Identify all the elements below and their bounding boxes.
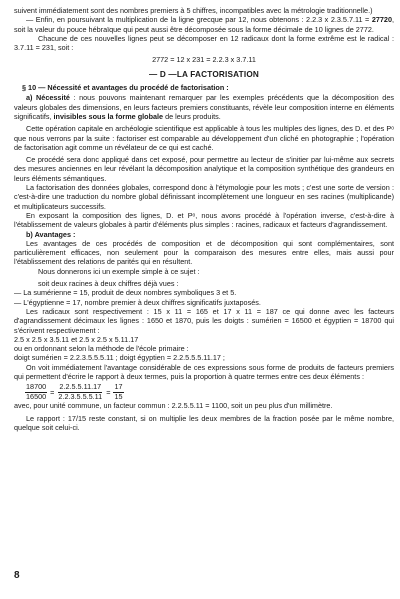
avantages-paragraph: Les avantages de ces procédés de composition et de décomposition qui sont complémentaires, sont particulièrement efficaces, non seulement pour la comparaison des mesures entre elles, mais aussi pour l'établissement des relations de parités qui en résultent. — [14, 238, 394, 267]
enfin-paragraph — [14, 15, 394, 34]
fraction-1 — [25, 383, 47, 401]
radicaux-paragraph: Les radicaux sont respectivement : 15 x 11 = 165 et 17 x 11 = 187 ce qui donne avec les facteurs d'agrandissement décimaux les lignes : 1650 et 1870, puis les doigts : sumérien = 16500 et égyptien = 18700 qui s'écrivent respectivement : — [14, 306, 394, 335]
necessite-text-2: de leurs produits. — [163, 111, 221, 121]
equals-sign-2: = — [106, 387, 111, 397]
section-heading: — D —LA FACTORISATION — [148, 69, 260, 79]
proportion-row — [22, 383, 394, 401]
soit-deux-line: soit deux racines à deux chiffres déjà vues : — [38, 279, 179, 289]
document-page — [14, 6, 394, 432]
fraction-3-numerator: 17 — [114, 382, 123, 392]
sumerienne-line: — La sumérienne = 15, produit de deux nombres symboliques 3 et 5. — [14, 288, 237, 298]
fraction-1-denominator: 16500 — [26, 391, 47, 401]
necessite-paragraph — [14, 93, 394, 121]
on-voit-paragraph: On voit immédiatement l'avantage considérable de ces expressions sous forme de produits de facteurs premiers qui permettent d'écrire le rapport à deux termes, puis la proportion à quatre termes entre ces deux éléments : — [14, 362, 394, 381]
fraction-2 — [57, 383, 103, 401]
factorisation-paragraph: La factorisation des données globales, correspond donc à l'étymologie pour les mots ; c'est une sorte de version : c'est-à-dire une traduction du nombre global définissant incomplètement une longueur en ses racines (multiplicande) et multiplicateurs successifs. — [14, 183, 394, 211]
cette-operation-paragraph: Cette opération capitale en archéologie scientifique est applicable à tous les multiples des lignes, des D. et des Pᵒ que nous verrons par la suite : factoriser est comparable au développement d'un cliché en photographie ; l'opération de factorisation agit comme un révélateur de ce qui est caché. — [14, 124, 394, 152]
enfin-bold-value: 27720 — [371, 15, 392, 25]
nous-donnerons-line: Nous donnerons ici un exemple simple à ce sujet : — [38, 266, 200, 276]
expression-line-1: 2.5 x 2.5 x 3.5.11 et 2.5 x 2.5 x 5.11.17 — [14, 334, 139, 344]
en-exposant-paragraph: En exposant la composition des lignes, D. et Pᵒ, nous avons procédé à l'opération inverse, c'est-à-dire à l'établissement de valeurs globales à partir d'éléments plus simples : racines, radicaux et facteurs d'agrandissement. — [14, 210, 394, 230]
necessite-label: a) Nécessité — [26, 93, 70, 103]
fraction-3-denominator: 15 — [114, 391, 123, 401]
page-number: 8 — [14, 570, 20, 581]
fraction-2-numerator: 2.2.5.5.11.17 — [59, 382, 102, 392]
avantages-label: b) Avantages : — [26, 229, 76, 239]
fraction-3 — [113, 383, 123, 401]
fraction-2-denominator: 2.2.3.5.5.5.11 — [58, 391, 103, 401]
necessite-text-1: : nous pouvons maintenant remarquer par les exemples précédents que la décomposition des valeurs globales des dimensions, en leurs facteurs premiers constituants, révèle leur composition interne en éléments significatifs, — [14, 93, 394, 121]
equals-sign-1: = — [50, 387, 55, 397]
intro-paragraph: suivent immédiatement sont des nombres premiers à 5 chiffres, incompatibles avec la métrologie traditionnelle.) — [14, 6, 373, 15]
egyptienne-line: — L'égyptienne = 17, nombre premier à deux chiffres significatifs juxtaposés. — [14, 297, 261, 307]
section-title: § 10 — Nécessité et avantages du procédé de factorisation : — [22, 83, 229, 93]
ordonnant-line: ou en ordonnant selon la méthode de l'école primaire : — [14, 344, 189, 354]
frac-after-line: avec, pour unité commune, un facteur commun : 2.2.5.5.11 = 1100, soit un peu plus d'un millimètre. — [14, 401, 333, 411]
enfin-text-b: , soit la valeur du pouce hébraïque qui peut aussi être décomposée sous la forme décimale de 10 lignes de 2772. — [14, 15, 394, 34]
chacune-paragraph: Chacune de ces nouvelles lignes peut se décomposer en 12 radicaux dont la forme extrême est le radical : 3.7.11 = 231, soit : — [14, 33, 394, 53]
fraction-1-numerator: 18700 — [26, 382, 47, 392]
enfin-text-a: — Enfin, en poursuivant la multiplication de la ligne grecque par 12, nous obtenons : 2.2.3 x 2.3.5.7.11 = — [26, 15, 372, 25]
doigt-line: doigt sumérien = 2.2.3.5.5.5.11 ; doigt égyptien = 2.2.5.5.5.11.17 ; — [14, 353, 225, 363]
le-rapport-paragraph: Le rapport : 17/15 reste constant, si on multiplie les deux membres de la fraction posée par le même nombre, quelque soit celui-ci. — [14, 413, 394, 432]
necessite-bold: invisibles sous la forme globale — [53, 111, 164, 121]
equation-2772: 2772 = 12 x 231 = 2.2.3 x 3.7.11 — [152, 55, 256, 65]
ce-procede-paragraph: Ce procédé sera donc appliqué dans cet exposé, pour permettre au lecteur de s'initier par lui-même aux secrets des mesures anciennes en leur révélant la décomposition analytique et la composition synthétique des grandeurs en leurs éléments sémantiques. — [14, 155, 394, 183]
